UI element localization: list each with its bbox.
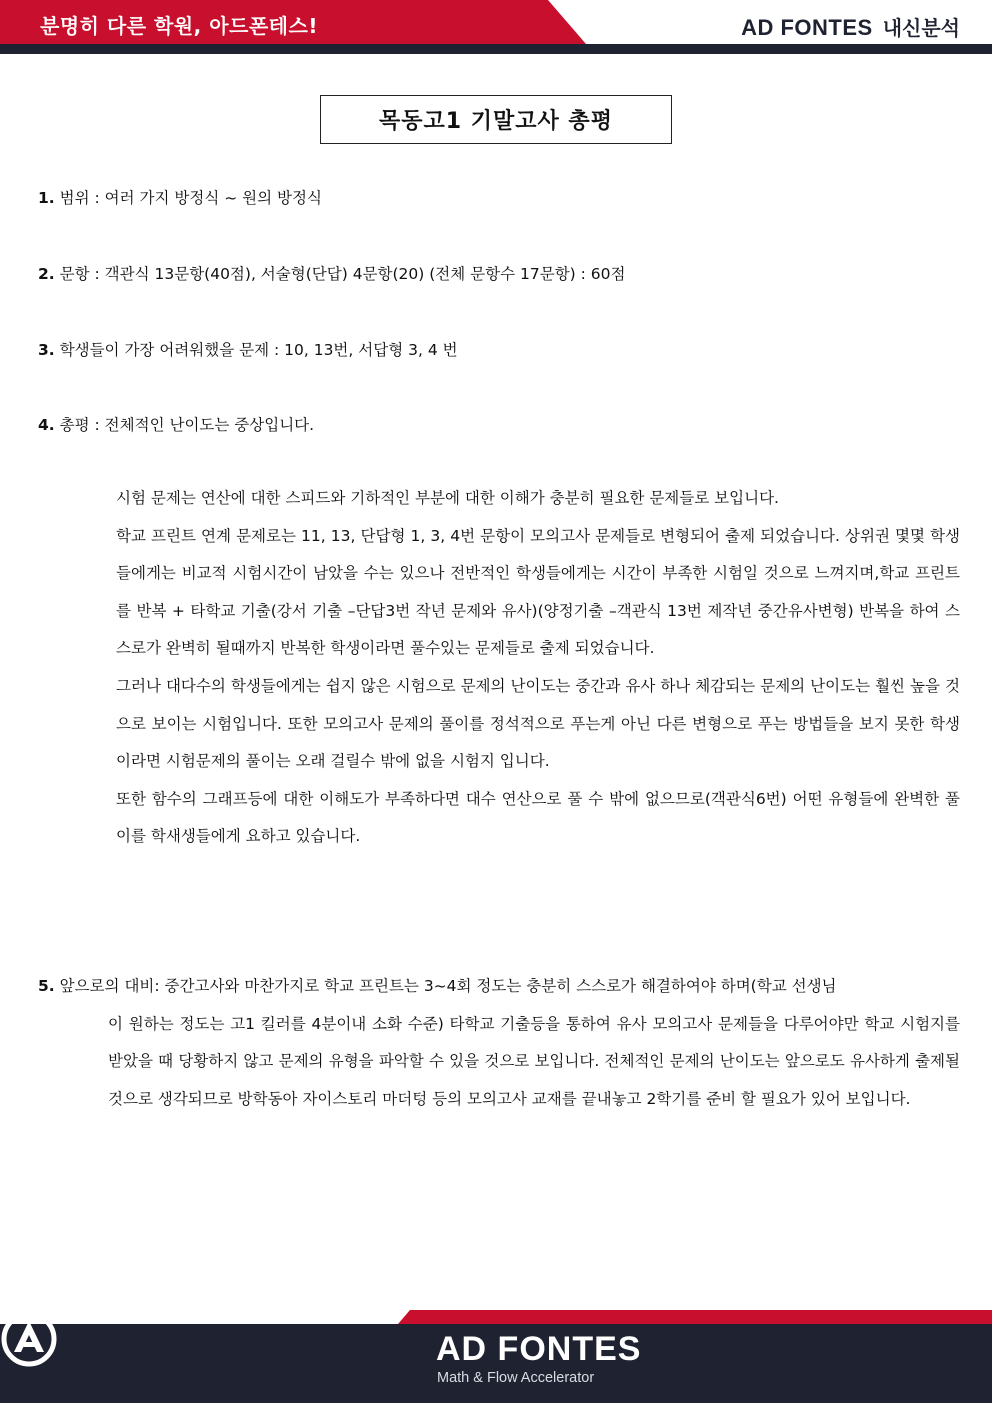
page-header — [0, 0, 992, 54]
section-4-paragraph: 또한 함수의 그래프등에 대한 이해도가 부족하다면 대수 연산으로 풀 수 밖에 없으므로(객관식6번) 어떤 유형들에 완벽한 풀이를 학새생들에게 요하고 있습니다. — [116, 789, 960, 846]
header-slogan: 분명히 다른 학원, 아드폰테스! — [40, 14, 318, 38]
section-5-body: 이 원하는 정도는 고1 킬러를 4분이내 소화 수준) 타학교 기출등을 통하여 유사 모의고사 문제들을 다루어야만 학교 시험지를 받았을 때 당황하지 않고 문제의 유형을 파악할 수 있을 것으로 보입니다. 전체적인 문제의 난이도는 앞으로도 유사하게 출제될 것으로 생각되므로 방학동아 자이스토리 마더텅 등의 모의고사 교재를 끝내놓고 2학기를 준비 할 필요가 있어 보입니다. — [108, 1014, 960, 1108]
section-5-lead-text: 앞으로의 대비: 중간고사와 마찬가지로 학교 프린트는 3~4회 정도는 충분히 스스로가 해결하여야 하며(학교 선생님 — [59, 977, 837, 995]
footer-tagline: Math & Flow Accelerator — [437, 1370, 595, 1386]
section-2-text: 문항 : 객관식 13문항(40점), 서술형(단답) 4문항(20) (전체 문항수 17문항) : 60점 — [59, 265, 626, 283]
footer-brand: AD FONTES — [436, 1330, 642, 1368]
section-4-number: 4. — [38, 416, 55, 434]
page-footer — [0, 1310, 992, 1403]
section-1 — [38, 186, 322, 208]
section-4-paragraph: 학교 프린트 연계 문제로는 11, 13, 단답형 1, 3, 4번 문항이 모의고사 문제들로 변형되어 출제 되었습니다. 상위권 몇몇 학생들에게는 비교적 시험시간이 남았을 수는 있으나 전반적인 학생들에게는 시간이 부족한 시험일 것으로 느껴지며,학교 프린트를 반복 + 타학교 기출(강서 기출 –단답3번 작년 문제와 유사)(양정기출 –객관식 13번 제작년 중간유사변형) 반복을 하여 스스로가 완벽히 될때까지 반복한 학생이라면 풀수있는 문제들로 출제 되었습니다. — [116, 526, 960, 658]
section-3 — [38, 338, 458, 360]
section-5-number: 5. — [38, 977, 55, 995]
header-brand — [741, 12, 960, 41]
section-4 — [38, 413, 314, 435]
section-4-body — [116, 480, 960, 856]
section-3-number: 3. — [38, 341, 55, 359]
section-2-number: 2. — [38, 265, 55, 283]
page-title: 목동고1 기말고사 총평 — [320, 95, 672, 144]
section-3-text: 학생들이 가장 어려워했을 문제 : 10, 13번, 서답형 3, 4 번 — [59, 341, 458, 359]
section-1-number: 1. — [38, 189, 55, 207]
ad-fontes-logo-icon — [0, 1310, 58, 1368]
section-4-text: 총평 : 전체적인 난이도는 중상입니다. — [59, 416, 315, 434]
header-brand-en: AD FONTES — [741, 15, 873, 40]
section-1-text: 범위 : 여러 가지 방정식 ~ 원의 방정식 — [59, 189, 322, 207]
section-4-paragraph: 시험 문제는 연산에 대한 스피드와 기하적인 부분에 대한 이해가 충분히 필요한 문제들로 보입니다. — [116, 489, 779, 507]
section-5-lead — [38, 968, 960, 1006]
section-4-paragraph: 그러나 대다수의 학생들에게는 쉽지 않은 시험으로 문제의 난이도는 중간과 유사 하나 체감되는 문제의 난이도는 훨씬 높을 것으로 보이는 시험입니다. 또한 모의고사 문제의 풀이를 정석적으로 푸는게 아닌 다른 변형으로 푸는 방법들을 보지 못한 학생이라면 시험문제의 풀이는 오래 걸릴수 밖에 없을 시험지 입니다. — [116, 676, 960, 771]
section-5 — [38, 968, 960, 1118]
header-brand-ko: 내신분석 — [882, 16, 960, 40]
section-2 — [38, 262, 626, 284]
